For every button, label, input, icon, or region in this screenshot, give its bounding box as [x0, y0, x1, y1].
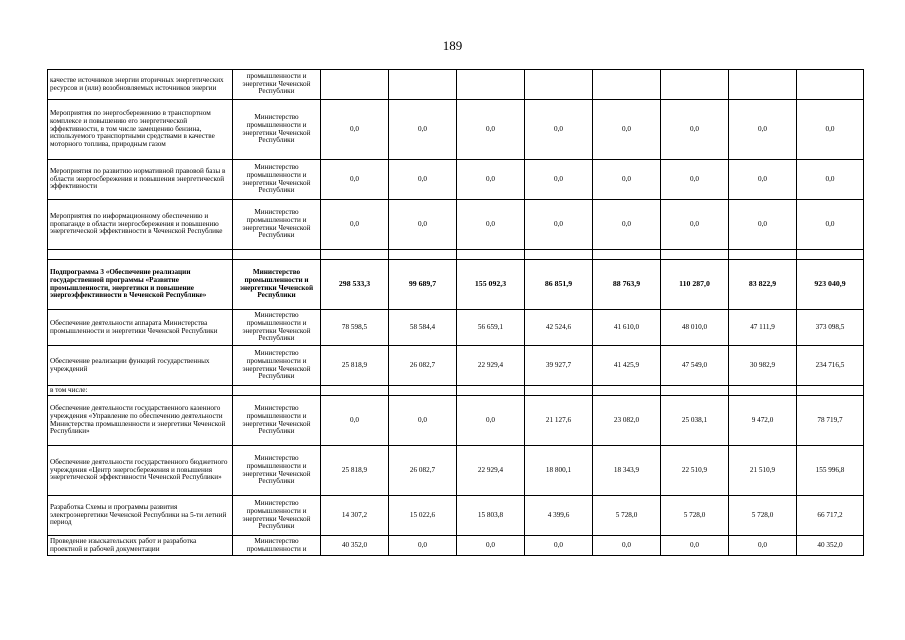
- table-row: [48, 160, 864, 200]
- measure-name-cell: Мероприятия по энергосбережению в транспортном комплексе и повышению его энергетической эффективности, в том числе замещению бензина, используемого транспортными средствами в качестве моторного топлива, природным газом: [48, 100, 233, 160]
- amount-cell: [389, 250, 457, 260]
- amount-cell: [457, 70, 525, 100]
- amount-cell: 0,0: [729, 200, 797, 250]
- amount-cell: 40 352,0: [797, 536, 864, 556]
- table-body: [48, 70, 864, 556]
- amount-cell: [661, 70, 729, 100]
- amount-cell: 99 689,7: [389, 260, 457, 310]
- amount-cell: 4 399,6: [525, 496, 593, 536]
- amount-cell: 21 510,9: [729, 446, 797, 496]
- amount-cell: 39 927,7: [525, 346, 593, 386]
- table-row: [48, 250, 864, 260]
- measure-name-cell: качестве источников энергии вторичных энергетических ресурсов и (или) возобновляемых источников энергии: [48, 70, 233, 100]
- table-row: [48, 346, 864, 386]
- measure-name-cell: Мероприятия по развитию нормативной правовой базы в области энергосбережения и повышения энергетической эффективности: [48, 160, 233, 200]
- measure-name-cell: Разработка Схемы и программы развития электроэнергетики Чеченской Республики на 5-ти летний период: [48, 496, 233, 536]
- amount-cell: 42 524,6: [525, 310, 593, 346]
- amount-cell: [729, 250, 797, 260]
- amount-cell: 0,0: [593, 200, 661, 250]
- executor-cell: [233, 250, 321, 260]
- executor-cell: Министерство промышленности и энергетики Чеченской Республики: [233, 260, 321, 310]
- amount-cell: 0,0: [457, 100, 525, 160]
- amount-cell: 0,0: [593, 100, 661, 160]
- amount-cell: 0,0: [729, 536, 797, 556]
- amount-cell: 0,0: [661, 536, 729, 556]
- amount-cell: 0,0: [797, 100, 864, 160]
- table-row: [48, 200, 864, 250]
- amount-cell: [593, 250, 661, 260]
- amount-cell: 83 822,9: [729, 260, 797, 310]
- amount-cell: 0,0: [457, 200, 525, 250]
- amount-cell: 26 082,7: [389, 346, 457, 386]
- amount-cell: 0,0: [389, 100, 457, 160]
- amount-cell: 0,0: [321, 396, 389, 446]
- amount-cell: 0,0: [389, 160, 457, 200]
- executor-cell: [233, 386, 321, 396]
- amount-cell: 14 307,2: [321, 496, 389, 536]
- amount-cell: [525, 250, 593, 260]
- amount-cell: 18 800,1: [525, 446, 593, 496]
- amount-cell: [321, 386, 389, 396]
- amount-cell: 0,0: [389, 536, 457, 556]
- amount-cell: 40 352,0: [321, 536, 389, 556]
- measure-name-cell: Проведение изыскательских работ и разработка проектной и рабочей документации: [48, 536, 233, 556]
- amount-cell: 5 728,0: [729, 496, 797, 536]
- amount-cell: 0,0: [661, 160, 729, 200]
- table-row: [48, 446, 864, 496]
- amount-cell: 21 127,6: [525, 396, 593, 446]
- amount-cell: 0,0: [661, 100, 729, 160]
- amount-cell: [525, 70, 593, 100]
- measure-name-cell: [48, 250, 233, 260]
- measure-name-cell: Подпрограмма 3 «Обеспечение реализации государственной программы «Развитие промышленности, энергетики и повышение энергоэффективности в Чеченской Республике»: [48, 260, 233, 310]
- amount-cell: 0,0: [593, 536, 661, 556]
- amount-cell: 0,0: [457, 536, 525, 556]
- amount-cell: 0,0: [321, 200, 389, 250]
- amount-cell: 18 343,9: [593, 446, 661, 496]
- amount-cell: 86 851,9: [525, 260, 593, 310]
- table-row: [48, 260, 864, 310]
- amount-cell: [661, 250, 729, 260]
- measure-name-cell: Обеспечение деятельности государственного казенного учреждения «Управление по обеспечению деятельности Министерства промышленности и энергетики Чеченской Республики»: [48, 396, 233, 446]
- amount-cell: 0,0: [457, 396, 525, 446]
- amount-cell: 0,0: [321, 100, 389, 160]
- amount-cell: 155 092,3: [457, 260, 525, 310]
- amount-cell: 66 717,2: [797, 496, 864, 536]
- amount-cell: 0,0: [525, 160, 593, 200]
- executor-cell: Министерство промышленности и энергетики Чеченской Республики: [233, 100, 321, 160]
- amount-cell: 56 659,1: [457, 310, 525, 346]
- amount-cell: 23 082,0: [593, 396, 661, 446]
- amount-cell: 26 082,7: [389, 446, 457, 496]
- measure-name-cell: Обеспечение реализации функций государственных учреждений: [48, 346, 233, 386]
- amount-cell: 78 598,5: [321, 310, 389, 346]
- amount-cell: [729, 70, 797, 100]
- amount-cell: [389, 70, 457, 100]
- amount-cell: 0,0: [389, 200, 457, 250]
- amount-cell: [525, 386, 593, 396]
- amount-cell: 9 472,0: [729, 396, 797, 446]
- table-row: [48, 496, 864, 536]
- amount-cell: 0,0: [389, 396, 457, 446]
- table-row: [48, 70, 864, 100]
- executor-cell: Министерство промышленности и энергетики Чеченской Республики: [233, 346, 321, 386]
- amount-cell: 25 818,9: [321, 446, 389, 496]
- executor-cell: Министерство промышленности и энергетики Чеченской Республики: [233, 496, 321, 536]
- amount-cell: [321, 70, 389, 100]
- amount-cell: 0,0: [525, 536, 593, 556]
- amount-cell: 0,0: [661, 200, 729, 250]
- amount-cell: [797, 386, 864, 396]
- amount-cell: 22 929,4: [457, 346, 525, 386]
- table-row: [48, 310, 864, 346]
- executor-cell: Министерство промышленности и энергетики Чеченской Республики: [233, 396, 321, 446]
- table-row: [48, 100, 864, 160]
- executor-cell: Министерство промышленности и: [233, 536, 321, 556]
- amount-cell: 155 996,8: [797, 446, 864, 496]
- amount-cell: [797, 250, 864, 260]
- amount-cell: 15 803,8: [457, 496, 525, 536]
- budget-table: [47, 69, 864, 556]
- amount-cell: 15 022,6: [389, 496, 457, 536]
- amount-cell: 30 982,9: [729, 346, 797, 386]
- amount-cell: 5 728,0: [661, 496, 729, 536]
- amount-cell: [729, 386, 797, 396]
- amount-cell: 78 719,7: [797, 396, 864, 446]
- amount-cell: 58 584,4: [389, 310, 457, 346]
- amount-cell: 110 287,0: [661, 260, 729, 310]
- measure-name-cell: Обеспечение деятельности государственного бюджетного учреждения «Центр энергосбережения и повышения энергетической эффективности Чеченской Республики»: [48, 446, 233, 496]
- amount-cell: 0,0: [525, 100, 593, 160]
- amount-cell: [321, 250, 389, 260]
- executor-cell: Министерство промышленности и энергетики Чеченской Республики: [233, 160, 321, 200]
- measure-name-cell: в том числе:: [48, 386, 233, 396]
- page-number: 189: [442, 38, 463, 53]
- amount-cell: 47 549,0: [661, 346, 729, 386]
- amount-cell: 22 510,9: [661, 446, 729, 496]
- measure-name-cell: Обеспечение деятельности аппарата Министерства промышленности и энергетики Чеченской Республики: [48, 310, 233, 346]
- amount-cell: 48 010,0: [661, 310, 729, 346]
- amount-cell: 0,0: [525, 200, 593, 250]
- amount-cell: 0,0: [457, 160, 525, 200]
- amount-cell: 5 728,0: [593, 496, 661, 536]
- amount-cell: 0,0: [321, 160, 389, 200]
- executor-cell: Министерство промышленности и энергетики Чеченской Республики: [233, 310, 321, 346]
- amount-cell: 0,0: [729, 160, 797, 200]
- executor-cell: Министерство промышленности и энергетики Чеченской Республики: [233, 200, 321, 250]
- executor-cell: промышленности и энергетики Чеченской Республики: [233, 70, 321, 100]
- amount-cell: 25 818,9: [321, 346, 389, 386]
- amount-cell: 298 533,3: [321, 260, 389, 310]
- amount-cell: 22 929,4: [457, 446, 525, 496]
- table-row: [48, 386, 864, 396]
- amount-cell: 923 040,9: [797, 260, 864, 310]
- amount-cell: 88 763,9: [593, 260, 661, 310]
- amount-cell: 41 425,9: [593, 346, 661, 386]
- amount-cell: [797, 70, 864, 100]
- amount-cell: 0,0: [797, 200, 864, 250]
- amount-cell: [457, 386, 525, 396]
- amount-cell: [661, 386, 729, 396]
- amount-cell: 0,0: [593, 160, 661, 200]
- amount-cell: 373 098,5: [797, 310, 864, 346]
- executor-cell: Министерство промышленности и энергетики Чеченской Республики: [233, 446, 321, 496]
- amount-cell: [389, 386, 457, 396]
- amount-cell: 25 038,1: [661, 396, 729, 446]
- amount-cell: 47 111,9: [729, 310, 797, 346]
- amount-cell: 41 610,0: [593, 310, 661, 346]
- amount-cell: 0,0: [797, 160, 864, 200]
- table-row: [48, 396, 864, 446]
- amount-cell: [593, 386, 661, 396]
- amount-cell: [593, 70, 661, 100]
- amount-cell: [457, 250, 525, 260]
- table-row: [48, 536, 864, 556]
- measure-name-cell: Мероприятия по информационному обеспечению и пропаганде в области энергосбережения и повышению энергетической эффективности в Чеченской Республике: [48, 200, 233, 250]
- amount-cell: 0,0: [729, 100, 797, 160]
- amount-cell: 234 716,5: [797, 346, 864, 386]
